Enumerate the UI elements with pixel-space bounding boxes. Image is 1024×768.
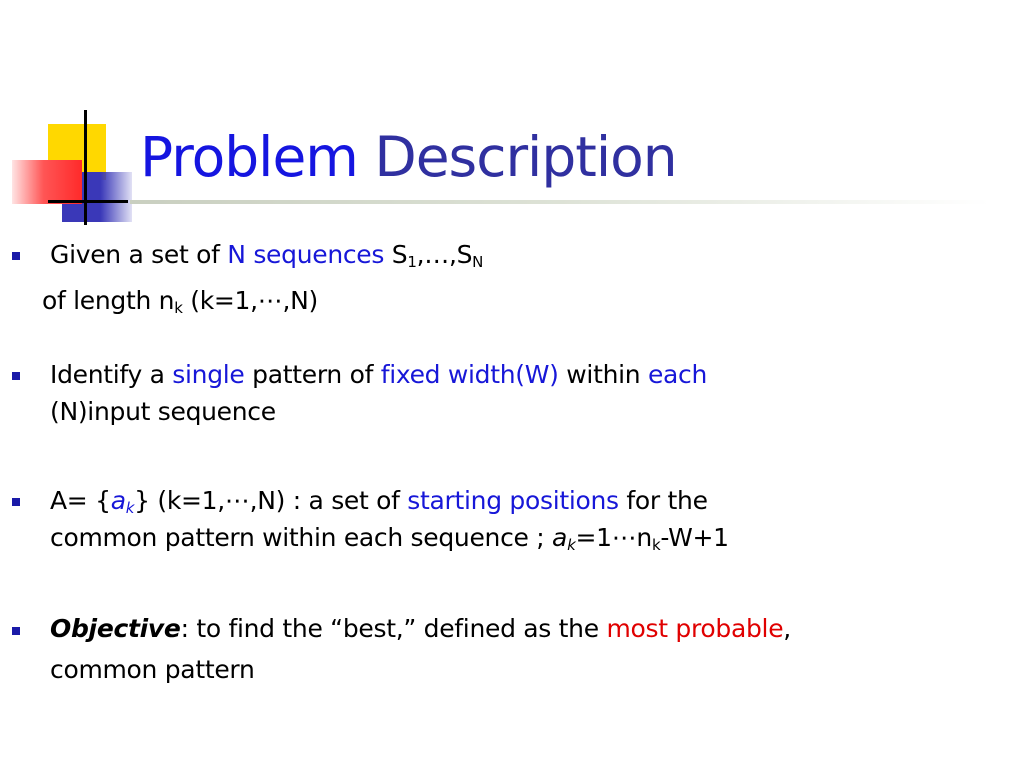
slide-title bbox=[140, 122, 677, 192]
logo-vertical-line bbox=[84, 110, 87, 225]
title-underline bbox=[130, 200, 990, 204]
title-word-problem: Problem bbox=[140, 125, 358, 189]
bullet-marker-3 bbox=[12, 498, 20, 506]
highlight-each: each bbox=[647, 360, 708, 389]
bullet-marker-4 bbox=[12, 627, 20, 635]
highlight-n-sequences: N sequences bbox=[227, 240, 385, 269]
bullet-4-line-1: Objective: to find the “best,” defined as the most probable, bbox=[50, 614, 791, 643]
bullet-1-line-1: Given a set of N sequences $S_1,\dots,S_N$ bbox=[50, 240, 484, 271]
title-word-description: Description bbox=[374, 125, 677, 189]
logo-horizontal-line bbox=[48, 200, 128, 203]
bullet-1-line-2: of length $n_k$ (k=1,⋯,N) bbox=[42, 286, 319, 317]
bullet-marker-1 bbox=[12, 252, 20, 260]
highlight-starting-positions: starting positions bbox=[407, 486, 619, 515]
bullet-2-line-1: Identify a single pattern of fixed width(W) within each bbox=[50, 360, 708, 389]
bullet-2-line-2: (N)input sequence bbox=[50, 397, 276, 426]
highlight-single: single bbox=[172, 360, 245, 389]
highlight-fixed-width: fixed width(W) bbox=[380, 360, 559, 389]
logo-red-square bbox=[12, 160, 82, 204]
highlight-most-probable: most probable bbox=[606, 614, 784, 643]
bullet-4-line-2: common pattern bbox=[50, 655, 255, 684]
bullet-3-line-1: $A= \{a_k\}$ (k=1,⋯,N) : a set of starting positions for the bbox=[50, 486, 708, 517]
bullet-3-line-2: common pattern within each sequence ; $a_k=1\cdots n_k-W+1$ bbox=[50, 523, 729, 554]
objective-label: Objective bbox=[50, 614, 181, 643]
bullet-marker-2 bbox=[12, 372, 20, 380]
